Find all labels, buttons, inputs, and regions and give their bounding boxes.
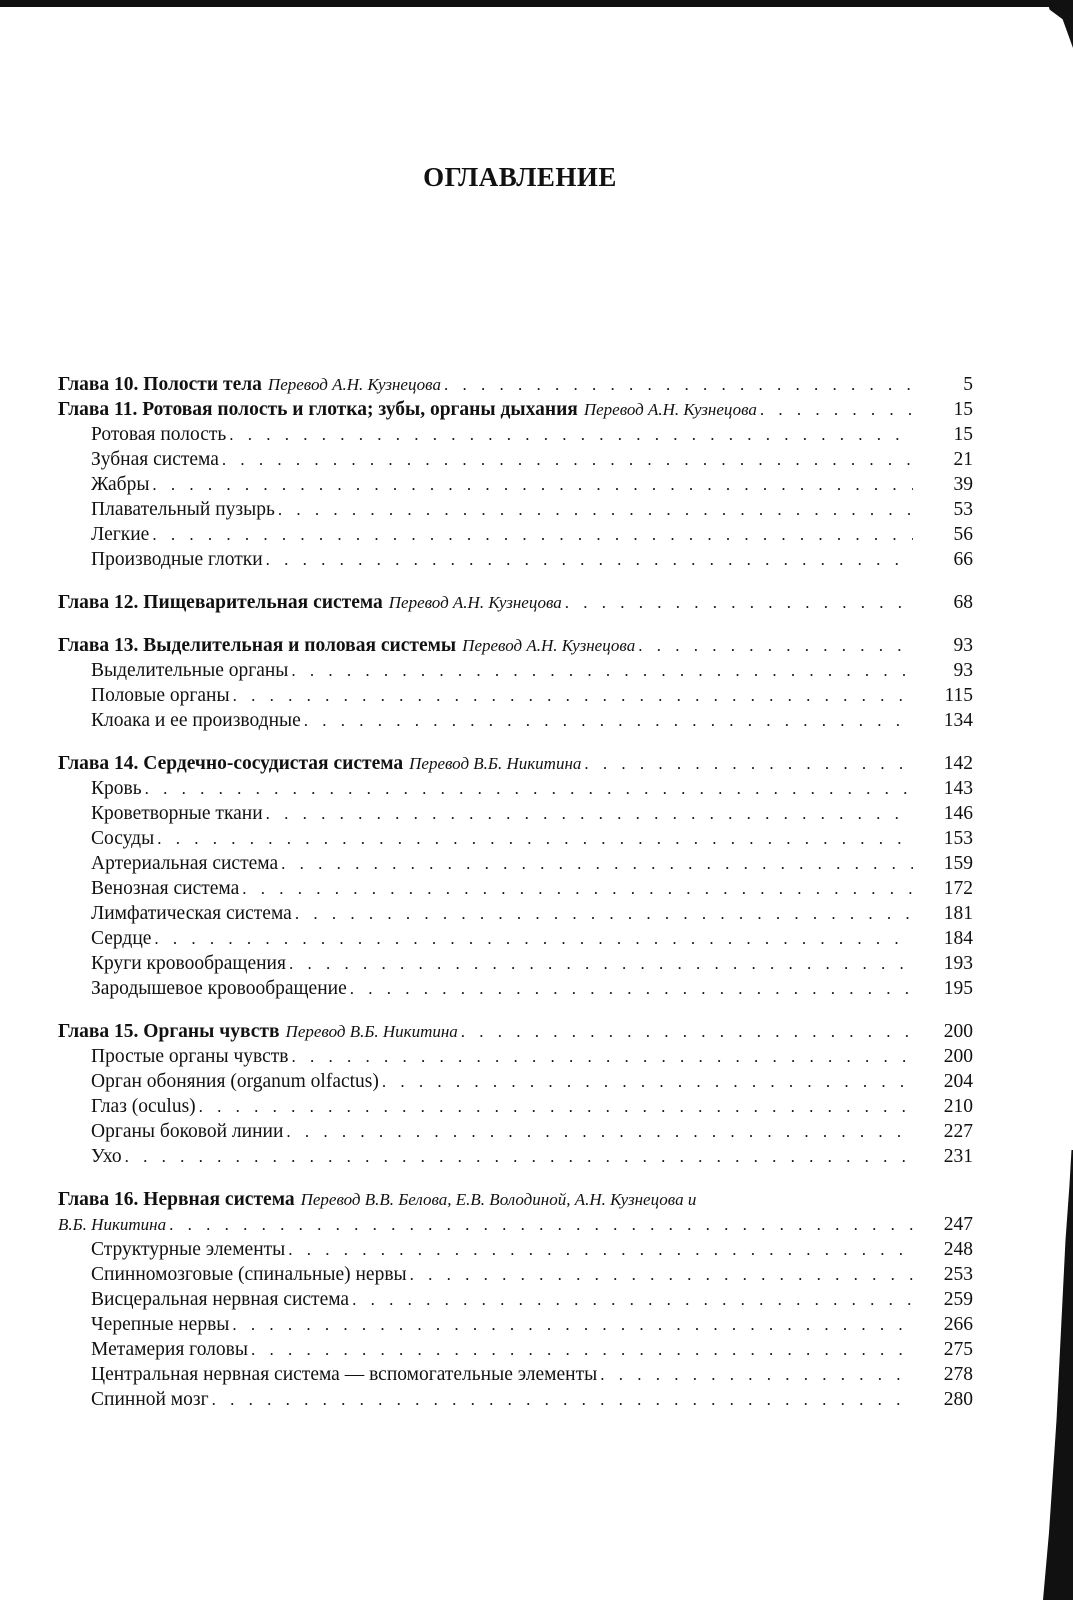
toc-section-row (58, 1387, 973, 1412)
chapter-translator: Перевод В.Б. Никитина (409, 754, 582, 773)
section-title: Спинной мозг (91, 1389, 209, 1410)
toc-section-row (58, 1144, 973, 1169)
toc-section-row (58, 776, 973, 801)
toc-section-row (58, 1094, 973, 1119)
section-title: Черепные нервы (91, 1314, 230, 1335)
dot-leader (152, 472, 913, 497)
chapter-translator: Перевод А.Н. Кузнецова (267, 375, 441, 394)
toc-chapter-row (58, 633, 973, 658)
dot-leader (145, 776, 913, 801)
dot-leader (291, 1044, 913, 1069)
page-number: 253 (943, 1264, 973, 1285)
section-title: Жабры (91, 474, 150, 495)
page-number: 275 (943, 1339, 973, 1360)
toc-section-row (58, 683, 973, 708)
toc-chapter-row (58, 397, 973, 422)
page-number: 210 (943, 1096, 973, 1117)
toc-section-row (58, 1337, 973, 1362)
toc-section-row (58, 547, 973, 572)
toc-section-row (58, 1362, 973, 1387)
chapter-translator: Перевод А.Н. Кузнецова (388, 593, 562, 612)
page-number: 115 (944, 685, 973, 706)
page-number: 247 (943, 1214, 973, 1235)
page-number: 259 (943, 1289, 973, 1310)
dot-leader (232, 1312, 913, 1337)
page-number: 146 (943, 803, 973, 824)
page-number: 134 (943, 710, 973, 731)
dot-leader (638, 633, 913, 658)
chapter-translator: Перевод А.Н. Кузнецова (583, 400, 757, 419)
chapter-title: Глава 16. Нервная система (58, 1189, 295, 1210)
toc-chapter-heading (58, 1187, 973, 1212)
dot-leader (352, 1287, 913, 1312)
chapter-translator: Перевод А.Н. Кузнецова (462, 636, 636, 655)
page-number: 193 (943, 953, 973, 974)
toc-section-row (58, 1119, 973, 1144)
page-number: 248 (943, 1239, 973, 1260)
scan-border-top (0, 0, 1073, 7)
section-title: Простые органы чувств (91, 1046, 289, 1067)
toc-section-row (58, 1262, 973, 1287)
dot-leader (229, 422, 913, 447)
page-number: 66 (953, 549, 973, 570)
section-title: Артериальная система (91, 853, 279, 874)
page-title: ОГЛАВЛЕНИЕ (423, 162, 617, 193)
page-number: 231 (943, 1146, 973, 1167)
scan-corner-shadow (1047, 0, 1073, 48)
page-number: 68 (953, 592, 973, 613)
section-title: Венозная система (91, 878, 240, 899)
toc-section-row (58, 826, 973, 851)
section-title: Клоака и ее производные (91, 710, 301, 731)
dot-leader (760, 397, 913, 422)
section-title: Зубная система (91, 449, 219, 470)
dot-leader (565, 590, 913, 615)
dot-leader (199, 1094, 913, 1119)
page-number: 159 (943, 853, 973, 874)
dot-leader (584, 751, 913, 776)
section-title: Центральная нервная система — вспомогательные элементы (91, 1364, 598, 1385)
dot-leader (152, 522, 913, 547)
section-title: Сердце (91, 928, 152, 949)
section-title: Выделительные органы (91, 660, 289, 681)
scan-border-right (1043, 1150, 1073, 1600)
page-number: 15 (953, 399, 973, 420)
page-number: 5 (963, 374, 973, 395)
dot-leader (350, 976, 913, 1001)
dot-leader (461, 1019, 913, 1044)
page-number: 200 (943, 1021, 973, 1042)
page-number: 21 (953, 449, 973, 470)
dot-leader (222, 447, 913, 472)
dot-leader (266, 801, 913, 826)
table-of-contents (58, 372, 973, 1412)
chapter-title: Глава 10. Полости тела (58, 374, 262, 395)
section-title: Кровь (91, 778, 142, 799)
dot-leader (157, 826, 913, 851)
toc-chapter-row (58, 1019, 973, 1044)
section-title: Органы боковой линии (91, 1121, 284, 1142)
dot-leader (288, 1237, 913, 1262)
page-number: 56 (953, 524, 973, 545)
toc-section-row (58, 658, 973, 683)
toc-chapter-row (58, 372, 973, 397)
chapter-translator: Перевод В.В. Белова, Е.В. Володиной, А.Н. Кузнецова и (300, 1190, 697, 1209)
dot-leader (154, 926, 913, 951)
dot-leader (266, 547, 913, 572)
toc-chapter-row (58, 751, 973, 776)
toc-section-row (58, 1044, 973, 1069)
page-number: 53 (953, 499, 973, 520)
chapter-title: Глава 15. Органы чувств (58, 1021, 280, 1042)
dot-leader (281, 851, 913, 876)
page-number: 280 (943, 1389, 973, 1410)
section-title: Структурные элементы (91, 1239, 286, 1260)
dot-leader (444, 372, 913, 397)
dot-leader (125, 1144, 913, 1169)
section-title: Кроветворные ткани (91, 803, 263, 824)
section-title: Лимфатическая система (91, 903, 292, 924)
toc-section-row (58, 1312, 973, 1337)
section-title: Зародышевое кровообращение (91, 978, 347, 999)
dot-leader (304, 708, 913, 733)
toc-section-row (58, 926, 973, 951)
page-number: 266 (943, 1314, 973, 1335)
toc-section-row (58, 422, 973, 447)
section-title: Производные глотки (91, 549, 263, 570)
toc-section-row (58, 472, 973, 497)
dot-leader (289, 951, 913, 976)
dot-leader (233, 683, 913, 708)
page-number: 172 (943, 878, 973, 899)
dot-leader (600, 1362, 913, 1387)
section-title: Спинномозговые (спинальные) нервы (91, 1264, 407, 1285)
page-number: 93 (953, 660, 973, 681)
page-number: 204 (943, 1071, 973, 1092)
dot-leader (295, 901, 913, 926)
dot-leader (382, 1069, 913, 1094)
chapter-title: Глава 14. Сердечно-сосудистая система (58, 753, 404, 774)
chapter-translator-continued: В.Б. Никитина (58, 1215, 167, 1234)
toc-chapter-row (58, 590, 973, 615)
page-number: 142 (943, 753, 973, 774)
chapter-translator: Перевод В.Б. Никитина (285, 1022, 458, 1041)
toc-section-row (58, 1237, 973, 1262)
toc-section-row (58, 951, 973, 976)
toc-section-row (58, 497, 973, 522)
page-number: 15 (953, 424, 973, 445)
section-title: Половые органы (91, 685, 230, 706)
toc-section-row (58, 447, 973, 472)
toc-section-row (58, 1287, 973, 1312)
toc-section-row (58, 801, 973, 826)
chapter-title: Глава 12. Пищеварительная система (58, 592, 383, 613)
toc-section-row (58, 976, 973, 1001)
page-number: 200 (943, 1046, 973, 1067)
toc-section-row (58, 901, 973, 926)
dot-leader (286, 1119, 913, 1144)
dot-leader (169, 1212, 913, 1237)
page-number: 184 (943, 928, 973, 949)
section-title: Висцеральная нервная система (91, 1289, 350, 1310)
dot-leader (242, 876, 913, 901)
page-number: 93 (953, 635, 973, 656)
toc-section-row (58, 522, 973, 547)
chapter-title: Глава 13. Выделительная и половая системы (58, 635, 457, 656)
section-title: Ротовая полость (91, 424, 227, 445)
page-number: 195 (943, 978, 973, 999)
toc-section-row (58, 876, 973, 901)
page-number: 143 (943, 778, 973, 799)
section-title: Метамерия головы (91, 1339, 248, 1360)
toc-section-row (58, 851, 973, 876)
section-title: Глаз (oculus) (91, 1096, 196, 1117)
dot-leader (251, 1337, 913, 1362)
dot-leader (410, 1262, 913, 1287)
dot-leader (291, 658, 913, 683)
page-number: 181 (943, 903, 973, 924)
section-title: Круги кровообращения (91, 953, 286, 974)
page-number: 227 (943, 1121, 973, 1142)
section-title: Сосуды (91, 828, 155, 849)
toc-chapter-row (58, 1212, 973, 1237)
chapter-title: Глава 11. Ротовая полость и глотка; зубы, органы дыхания (58, 399, 578, 420)
dot-leader (212, 1387, 913, 1412)
section-title: Ухо (91, 1146, 122, 1167)
page-number: 39 (953, 474, 973, 495)
dot-leader (278, 497, 913, 522)
page-number: 278 (943, 1364, 973, 1385)
page-number: 153 (943, 828, 973, 849)
section-title: Плавательный пузырь (91, 499, 275, 520)
section-title: Легкие (91, 524, 150, 545)
toc-section-row (58, 708, 973, 733)
toc-section-row (58, 1069, 973, 1094)
section-title: Орган обоняния (organum olfactus) (91, 1071, 379, 1092)
